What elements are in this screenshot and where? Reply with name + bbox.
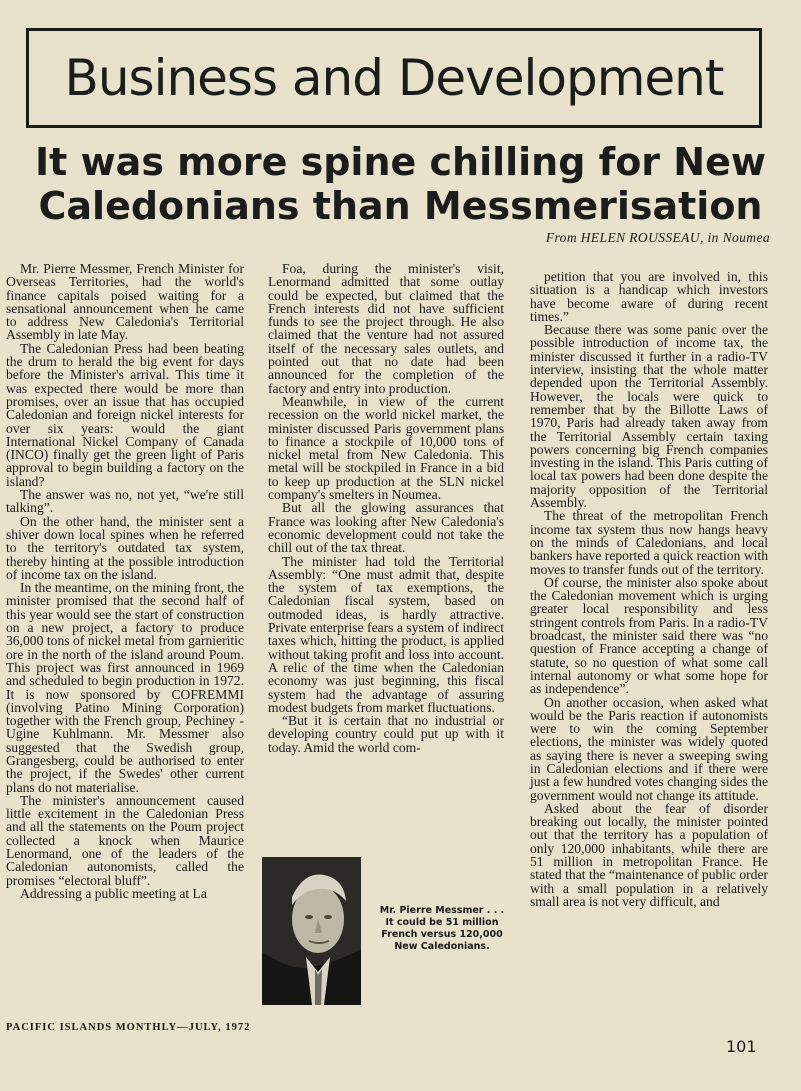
- paragraph: On another occasion, when asked what would be the Paris reaction if autonomists were to win the coming September elections, the minister was widely quoted as saying there is never a sweeping swing in Caledonian elections and if there were just a few hundred votes changing sides the government would not change its attitude.: [530, 694, 768, 803]
- paragraph: Asked about the fear of disorder breaking out locally, the minister pointed out that the territory has a population of only 120,000 inhabitants, while there are 51 million in metropolitan France. He stated that the “maintenance of public order with a small population in a relatively small area is not very difficult, and: [530, 800, 768, 909]
- paragraph: Addressing a public meeting at La: [20, 885, 207, 901]
- photo-caption: Mr. Pierre Messmer . . . It could be 51 million French versus 120,000 New Caledonians.: [379, 905, 505, 952]
- section-title: Business and Development: [64, 49, 724, 107]
- paragraph: In the meantime, on the mining front, the minister promised that the second half of this year would see the start of construction on a new project, a factory to produce 36,000 tons of nickel metal from garnieritic ore in the north of the island around Poum. This project was first announced in 1969 and scheduled to begin production in 1972. It is now sponsored by COFREMMI (involving Patino Mining Corporation) together with the French group, Pechiney - Ugine Kuhlmann. Mr. Messmer also suggested that the Swedish group, Grangesberg, could be authorised to enter the project, if the Swedes' other current plans do not materialise.: [6, 580, 244, 795]
- paragraph: The answer was no, not yet, “we're still talking”.: [6, 487, 244, 516]
- paragraph: The minister's announcement caused little excitement in the Caledonian Press and all the statements on the Poum project collected a knock when Maurice Lenormand, one of the leaders of the Caledonian autonomists, called the promises “electoral bluff”.: [6, 792, 244, 888]
- headline: It was more spine chilling for New Caledonians than Messmerisation: [35, 140, 766, 228]
- paragraph: Of course, the minister also spoke about the Caledonian movement which is urging greater local responsibility and less stringent controls from Paris. In a radio-TV broadcast, the minister said there was “no question of France accepting a change of statute, so no question of what some call internal autonomy or what some hope for as independence”.: [530, 574, 768, 697]
- paragraph: The Caledonian Press had been beating the drum to herald the big event for days before the Minister's arrival. This time it was expected there would be more than promises, over an issue that has occupied Caledonian and foreign nickel interests for over six years: would the giant International Nickel Company of Canada (INCO) finally get the green light of Paris approval to begin building a factory on the island?: [6, 340, 244, 489]
- paragraph: Because there was some panic over the possible introduction of income tax, the minister discussed it further in a radio-TV interview, insisting that the whole matter depended upon the Territorial Assembly. However, the locals were quick to remember that by the Billotte Laws of 1970, Paris had already taken away from the Territorial Assembly certain taxing powers concerning big French companies investing in the island. This Paris cutting of local tax powers had been done despite the majority opposition of the Territorial Assembly.: [530, 322, 768, 511]
- paragraph: On the other hand, the minister sent a shiver down local spines when he referred to the territory's outdated tax system, thereby hinting at the possible introduction of income tax on the island.: [6, 513, 244, 582]
- page-number: 101: [726, 1037, 757, 1056]
- paragraph: “But it is certain that no industrial or developing country could put up with it today. Amid the world com-: [268, 713, 504, 755]
- paragraph: petition that you are involved in, this situation is a handicap which investors have become aware of during recent times.”: [530, 269, 768, 324]
- article-column-2: [268, 262, 504, 754]
- article-column-3: [530, 270, 768, 908]
- footer-publication: PACIFIC ISLANDS MONTHLY—JULY, 1972: [6, 1022, 251, 1033]
- byline: From HELEN ROUSSEAU, in Noumea: [545, 230, 770, 245]
- article-column-1: [6, 262, 244, 900]
- paragraph: Meanwhile, in view of the current recession on the world nickel market, the minister discussed Paris government plans to finance a stockpile of 10,000 tons of nickel metal from New Caledonia. This metal will be stockpiled in France in a bid to keep up production at the SLN nickel company's smelters in Noumea.: [268, 393, 504, 503]
- paragraph: The minister had told the Territorial Assembly: “One must admit that, despite the system of tax exemptions, the Caledonian fiscal system, based on outmoded ideas, is hardly attractive. Private enterprise fears a system of indirect taxes which, hitting the product, is applied without taking profit and loss into account. A relic of the time when the Caledonian economy was just beginning, this fiscal system had the advantage of assuring modest budgets from market fluctuations.: [268, 553, 504, 715]
- portrait-image: [262, 857, 361, 1005]
- portrait-photo: [262, 857, 361, 1005]
- paragraph: But all the glowing assurances that France was looking after New Caledonia's economic development could not take the chill out of the tax threat.: [268, 500, 504, 556]
- paragraph: Mr. Pierre Messmer, French Minister for Overseas Territories, had the world's finance capitals poised waiting for a sensational announcement when he came to address New Caledonia's Territorial Assembly in late May.: [6, 261, 244, 343]
- paragraph: Foa, during the minister's visit, Lenormand admitted that some outlay could be expected, but claimed that the French interests did not have sufficient funds to see the project through. He also claimed that the venture had not assured itself of the necessary sales outlets, and pointed out that no date had been announced for the completion of the factory and entry into production.: [268, 261, 504, 396]
- section-banner: [26, 28, 762, 128]
- paragraph: The threat of the metropolitan French income tax system thus now hangs heavy on the minds of Caledonians, and local bankers have reported a quick reaction with moves to transfer funds out of the territory.: [530, 508, 768, 577]
